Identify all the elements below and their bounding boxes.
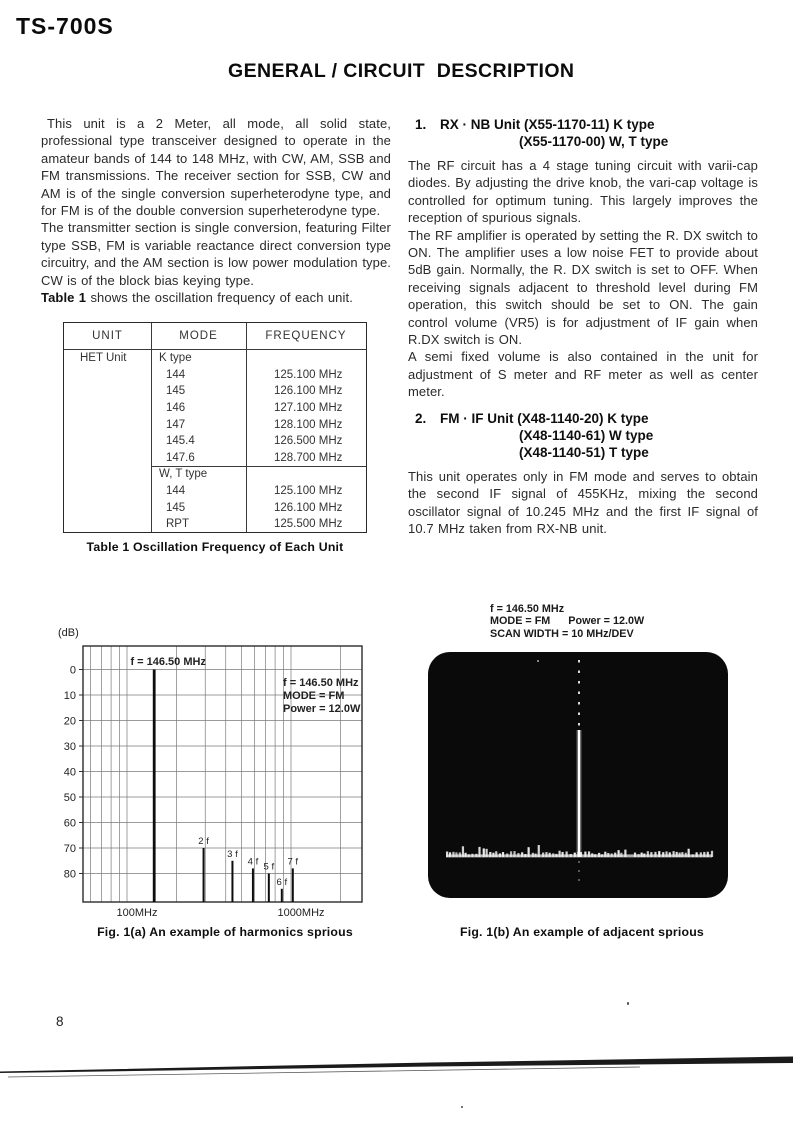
section-1-paragraph: The RF circuit has a 4 stage tuning circuit with varii-cap diodes. By adjusting the drive knob, the vari-cap voltage is controlled for optimum tuning. This largely improves the reception of spurious signals. [408, 158, 758, 226]
freq-cell: 126.500 MHz [274, 435, 343, 448]
section-2-paragraph: This unit operates only in FM mode and serves to obtain the second IF signal of 455KHz, mixing the second oscillator signal of 10.245 MHz and the first IF signal of 10.7 MHz taken from RX-NB unit. [408, 468, 758, 536]
table-divider [64, 349, 366, 350]
section-1-paragraph: A semi fixed volume is also contained in the unit for adjustment of S meter and RF meter as well as center meter. [408, 349, 758, 400]
mode-cell: 144 [166, 368, 186, 381]
mode-cell: 144 [166, 485, 186, 498]
table-row [64, 466, 366, 483]
svg-text:60: 60 [63, 817, 76, 830]
table-row [64, 400, 366, 417]
table-divider [246, 323, 247, 532]
svg-text:2 f: 2 f [198, 836, 209, 847]
table-header-row [64, 323, 366, 349]
table-note [41, 289, 391, 306]
table-row [64, 416, 366, 433]
circuit-description-column [408, 116, 758, 537]
table-row [64, 499, 366, 516]
fig1b-caption: Fig. 1(b) An example of adjacent sprious [460, 925, 704, 939]
section-1-paragraph: The RF amplifier is operated by setting the R. DX switch to ON. The amplifier uses a low noise FET to provide about 5dB gain. Normally, the R. DX switch is set to OFF. When receiving signals adjacent to threshold level during FM operation, this switch should be set to ON. The gain control volume (VR5) is for adjustment of IF gain when R.DX switch is ON. [408, 227, 758, 348]
page-title: GENERAL / CIRCUIT DESCRIPTION [228, 60, 575, 82]
svg-text:3 f: 3 f [227, 848, 238, 860]
freq-cell: 128.100 MHz [274, 418, 343, 431]
table-row [64, 516, 366, 533]
svg-text:10: 10 [63, 690, 76, 702]
table-body [64, 350, 366, 532]
mode-cell: W, T type [159, 468, 208, 481]
intro-paragraph-1: This unit is a 2 Meter, all mode, all solid state, professional type transceiver designed to operate in the amateur bands of 144 to 148 MHz, with CW, AM, SSB and FM transmissions. The receiver section for SSB, CW and AM is of the single conversion superheterodyne type, and for FM is of the double conversion superheterodyne type. [41, 116, 391, 219]
intro-paragraph-2: The transmitter section is single conversion, featuring Filter type SSB, FM is variable reactance direct conversion type circuitry, and the AM section is low power modulation type. CW is of the block bias keying type. [41, 220, 391, 288]
mode-cell: 146 [166, 402, 186, 415]
fig1b-header [490, 603, 644, 640]
fig1b-header-line: MODE = FM Power = 12.0W [490, 615, 645, 628]
svg-text:MODE = FM: MODE = FM [283, 690, 345, 702]
svg-text:7 f: 7 f [287, 856, 299, 868]
svg-text:40: 40 [63, 766, 76, 779]
section-1-heading [408, 116, 758, 150]
svg-text:30: 30 [63, 741, 76, 753]
harmonics-chart [40, 620, 400, 950]
section-1-heading-line: (X55-1170-00) W, T type [519, 134, 669, 149]
svg-text:6 f: 6 f [276, 876, 288, 888]
freq-cell: 128.700 MHz [274, 451, 343, 464]
mode-cell: 145 [166, 501, 186, 514]
svg-text:1000MHz: 1000MHz [277, 907, 325, 919]
mode-cell: 147 [166, 418, 186, 431]
freq-cell: 125.500 MHz [274, 518, 343, 531]
svg-text:f = 146.50 MHz: f = 146.50 MHz [283, 677, 359, 689]
fig1b-header-line: SCAN WIDTH = 10 MHz/DEV [490, 627, 634, 640]
table-note-bold: Table 1 [41, 290, 87, 306]
svg-text:(dB): (dB) [58, 627, 79, 639]
unit-cell: HET Unit [80, 352, 127, 365]
mode-cell: 145 [166, 385, 186, 398]
table-note-rest: shows the oscillation frequency of each unit. [86, 290, 353, 306]
section-1-heading-line: RX · NB Unit (X55-1170-11) K type [440, 117, 655, 132]
mode-cell: RPT [166, 518, 189, 531]
freq-cell: 126.100 MHz [274, 501, 343, 514]
svg-text:50: 50 [63, 792, 76, 804]
section-2-heading-line: FM · IF Unit (X48-1140-20) K type [440, 410, 649, 426]
table-header-frequency: FREQUENCY [265, 330, 347, 342]
mode-cell: 147.6 [166, 451, 195, 464]
mode-cell: 145.4 [166, 435, 195, 448]
freq-cell: 125.100 MHz [274, 368, 343, 381]
mode-cell: K type [159, 352, 192, 365]
section-2-number: 2. [415, 410, 427, 426]
svg-text:f = 146.50 MHz: f = 146.50 MHz [130, 656, 206, 668]
svg-text:0: 0 [69, 664, 76, 677]
table-row [64, 483, 366, 500]
table-row [64, 383, 366, 400]
svg-text:80: 80 [63, 868, 76, 881]
section-2-heading-line: (X48-1140-51) T type [519, 444, 649, 460]
table-row [64, 433, 366, 450]
fig1a-caption: Fig. 1(a) An example of harmonics sprious [97, 925, 353, 939]
model-number: TS-700S [16, 13, 114, 39]
svg-text:100MHz: 100MHz [116, 907, 158, 919]
table-row [64, 350, 366, 367]
table-row [64, 450, 366, 467]
svg-text:4 f: 4 f [247, 856, 259, 868]
svg-text:Power = 12.0W: Power = 12.0W [283, 703, 361, 715]
table-divider [151, 466, 366, 467]
freq-cell: 125.100 MHz [274, 485, 343, 498]
svg-text:70: 70 [63, 843, 76, 855]
table-caption: Table 1 Oscillation Frequency of Each Unit [86, 540, 344, 554]
intro-column [41, 115, 391, 306]
oscillation-frequency-table [63, 322, 367, 533]
section-2-heading-line: (X48-1140-61) W type [519, 427, 654, 443]
freq-cell: 126.100 MHz [274, 385, 343, 398]
scan-speck [627, 1002, 629, 1005]
table-divider [151, 323, 152, 532]
table-header-unit: UNIT [92, 330, 123, 342]
scan-speck [461, 1106, 463, 1108]
spectrum-photo [420, 644, 736, 906]
freq-cell: 127.100 MHz [274, 402, 343, 415]
scan-artifact-line [0, 1048, 793, 1098]
table-row [64, 367, 366, 384]
svg-text:5 f: 5 f [263, 861, 275, 873]
table-header-mode: MODE [179, 330, 218, 342]
fig1b-header-line: f = 146.50 MHz [490, 603, 565, 615]
section-1-number: 1. [415, 117, 427, 132]
svg-text:20: 20 [63, 715, 76, 728]
page-number: 8 [56, 1014, 64, 1029]
section-2-heading [408, 410, 758, 461]
